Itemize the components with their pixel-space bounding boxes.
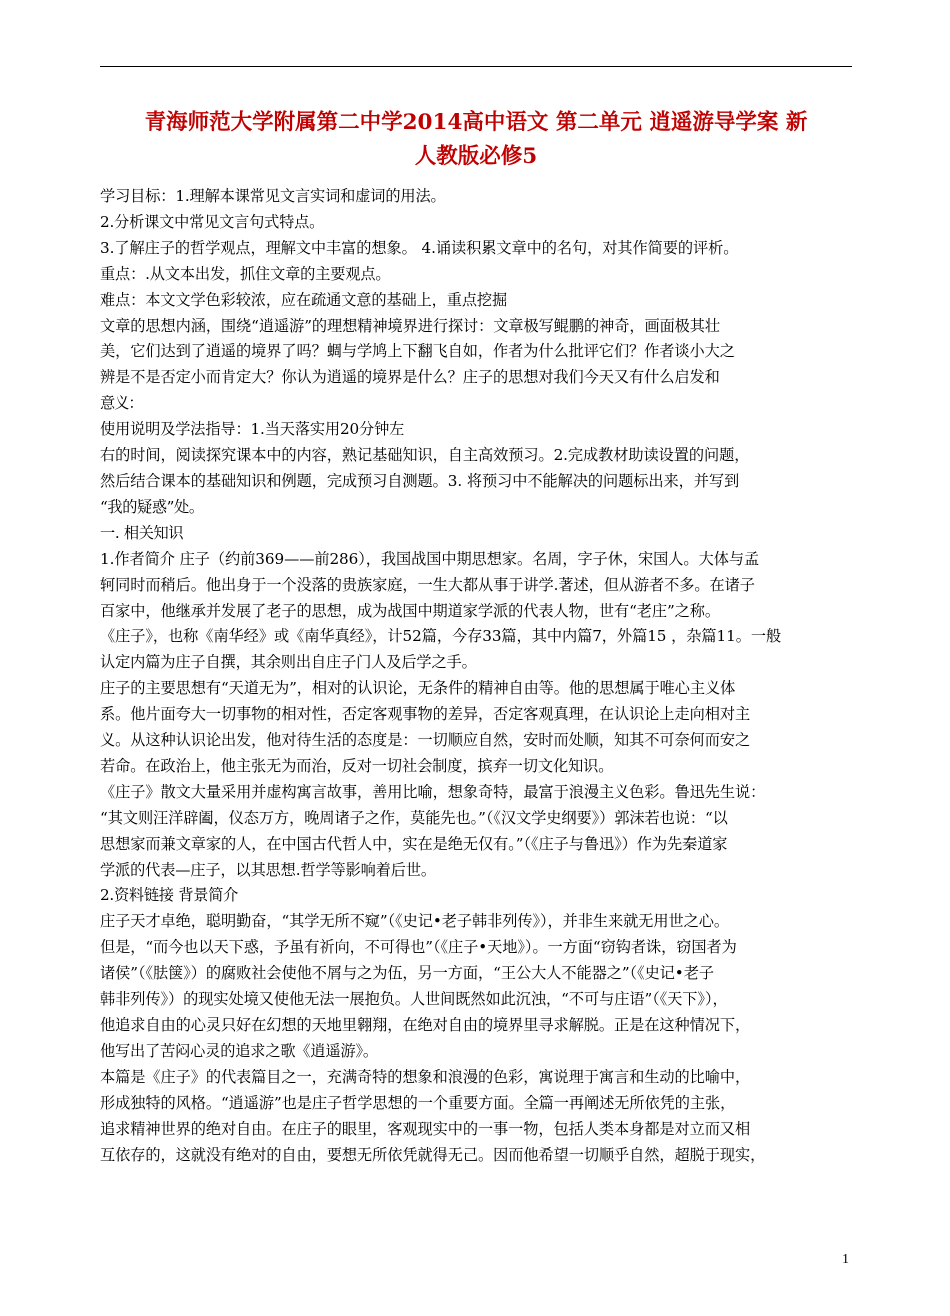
text-line: 追求精神世界的绝对自由。在庄子的眼里，客观现实中的一事一物，包括人类本身都是对立而又相 [100,1119,751,1138]
text-line: “其文则汪洋辟阖，仪态万方，晚周诸子之作，莫能先也。”（《汉文学史纲要》）郭沫若也说：“以 [100,808,728,827]
text-line: 韩非列传》）的现实处境又使他无法一展抱负。人世间既然如此沉浊，“不可与庄语”（《天下》）， [100,990,728,1009]
text-line: 义。从这种认识论出发，他对待生活的态度是：一切顺应自然，安时而处顺，知其不可奈何而安之 [100,731,751,750]
text-line: 本篇是《庄子》的代表篇目之一，充满奇特的想象和浪漫的色彩，寓说理于寓言和生动的比喻中， [100,1067,751,1086]
text-line: 一. 相关知识 [100,523,184,542]
text-line: 2.资料链接 背景简介 [100,886,239,905]
text-line: “我的疑惑”处。 [100,497,204,516]
title-line-2: 人教版必修5 [414,144,538,169]
text-line: 《庄子》，也称《南华经》或《南华真经》，计52篇，今存33篇，其中内篇7，外篇15 ，杂篇11。一般 [100,627,782,646]
text-line: 学习目标：1.理解本课常见文言实词和虚词的用法。 [100,187,446,205]
text-line: 《庄子》散文大量采用并虚构寓言故事，善用比喻，想象奇特，最富于浪漫主义色彩。鲁迅先生说： [100,782,766,801]
header-rule [100,66,852,67]
text-line: 形成独特的风格。“逍遥游”也是庄子哲学思想的一个重要方面。全篇一再阐述无所依凭的主张， [100,1093,736,1112]
text-line: 但是，“而今也以天下惑，予虽有祈向，不可得也”（《庄子•天地》）。一方面“窃钩者诛，窃国者为 [100,938,737,957]
text-line: 互依存的，这就没有绝对的自由，要想无所依凭就得无己。因而他希望一切顺乎自然，超脱于现实， [100,1145,766,1164]
page-number: 1 [842,1252,849,1267]
document-title [100,106,852,174]
text-line: 庄子天才卓绝，聪明勤奋，“其学无所不窥”（《史记•老子韩非列传》），并非生来就无用世之心。 [100,912,729,931]
text-line: 美，它们达到了逍遥的境界了吗？蜩与学鸠上下翻飞自如，作者为什么批评它们？作者谈小大之 [100,342,735,361]
text-line: 思想家而兼文章家的人，在中国古代哲人中，实在是绝无仅有。”（《庄子与鲁迅》）作为先秦道家 [100,834,728,853]
text-line: 右的时间，阅读探究课本中的内容，熟记基础知识，自主高效预习。2.完成教材助读设置的问题， [100,446,750,465]
text-line: 轲同时而稍后。他出身于一个没落的贵族家庭，一生大都从事于讲学.著述，但从游者不多。在诸子 [100,575,755,594]
text-line: 意义： [100,394,143,413]
text-line: 庄子的主要思想有“天道无为”，相对的认识论，无条件的精神自由等。他的思想属于唯心主义体 [100,679,736,698]
text-line: 他追求自由的心灵只好在幻想的天地里翱翔，在绝对自由的境界里寻求解脱。正是在这种情况下， [100,1016,751,1034]
text-line: 3.了解庄子的哲学观点，理解文中丰富的想象。 4.诵读积累文章中的名句，对其作简要的评析。 [100,238,739,257]
text-line: 文章的思想内涵，围绕“逍遥游”的理想精神境界进行探讨：文章极写鲲鹏的神奇，画面极其壮 [100,316,721,335]
text-line: 系。他片面夸大一切事物的相对性，否定客观事物的差异，否定客观真理，在认识论上走向相对主 [100,705,751,724]
text-line: 使用说明及学法指导：1.当天落实用20分钟左 [100,420,405,439]
text-line: 认定内篇为庄子自撰，其余则出自庄子门人及后学之手。 [100,653,477,672]
text-line: 然后结合课本的基础知识和例题，完成预习自测题。3. 将预习中不能解决的问题标出来，并写到 [100,471,740,490]
text-line: 难点：本文文学色彩较浓，应在疏通文意的基础上，重点挖掘 [100,290,508,309]
text-line: 百家中，他继承并发展了老子的思想，成为战国中期道家学派的代表人物，世有“老庄”之称。 [100,601,721,620]
title-line-1: 青海师范大学附属第二中学2014高中语文 第二单元 逍遥游导学案 新 [144,110,808,135]
text-line: 诸侯”（《胠箧》）的腐败社会使他不屑与之为伍，另一方面，“王公大人不能器之”（《史记•老子 [100,964,714,983]
text-line: 辨是不是否定小而肯定大？你认为逍遥的境界是什么？庄子的思想对我们今天又有什么启发和 [100,368,720,387]
body-text [100,184,855,1168]
text-line: 他写出了苦闷心灵的追求之歌《逍遥游》。 [100,1041,378,1060]
text-line: 重点：.从文本出发，抓住文章的主要观点。 [100,264,391,283]
text-line: 1.作者简介 庄子（约前369——前286），我国战国中期思想家。名周，字子休，宋国人。大体与孟 [100,549,760,568]
text-line: 2.分析课文中常见文言句式特点。 [100,212,325,231]
text-line: 若命。在政治上，他主张无为而治，反对一切社会制度，摈弃一切文化知识。 [100,756,614,775]
text-line: 学派的代表—庄子，以其思想.哲学等影响着后世。 [100,860,436,879]
